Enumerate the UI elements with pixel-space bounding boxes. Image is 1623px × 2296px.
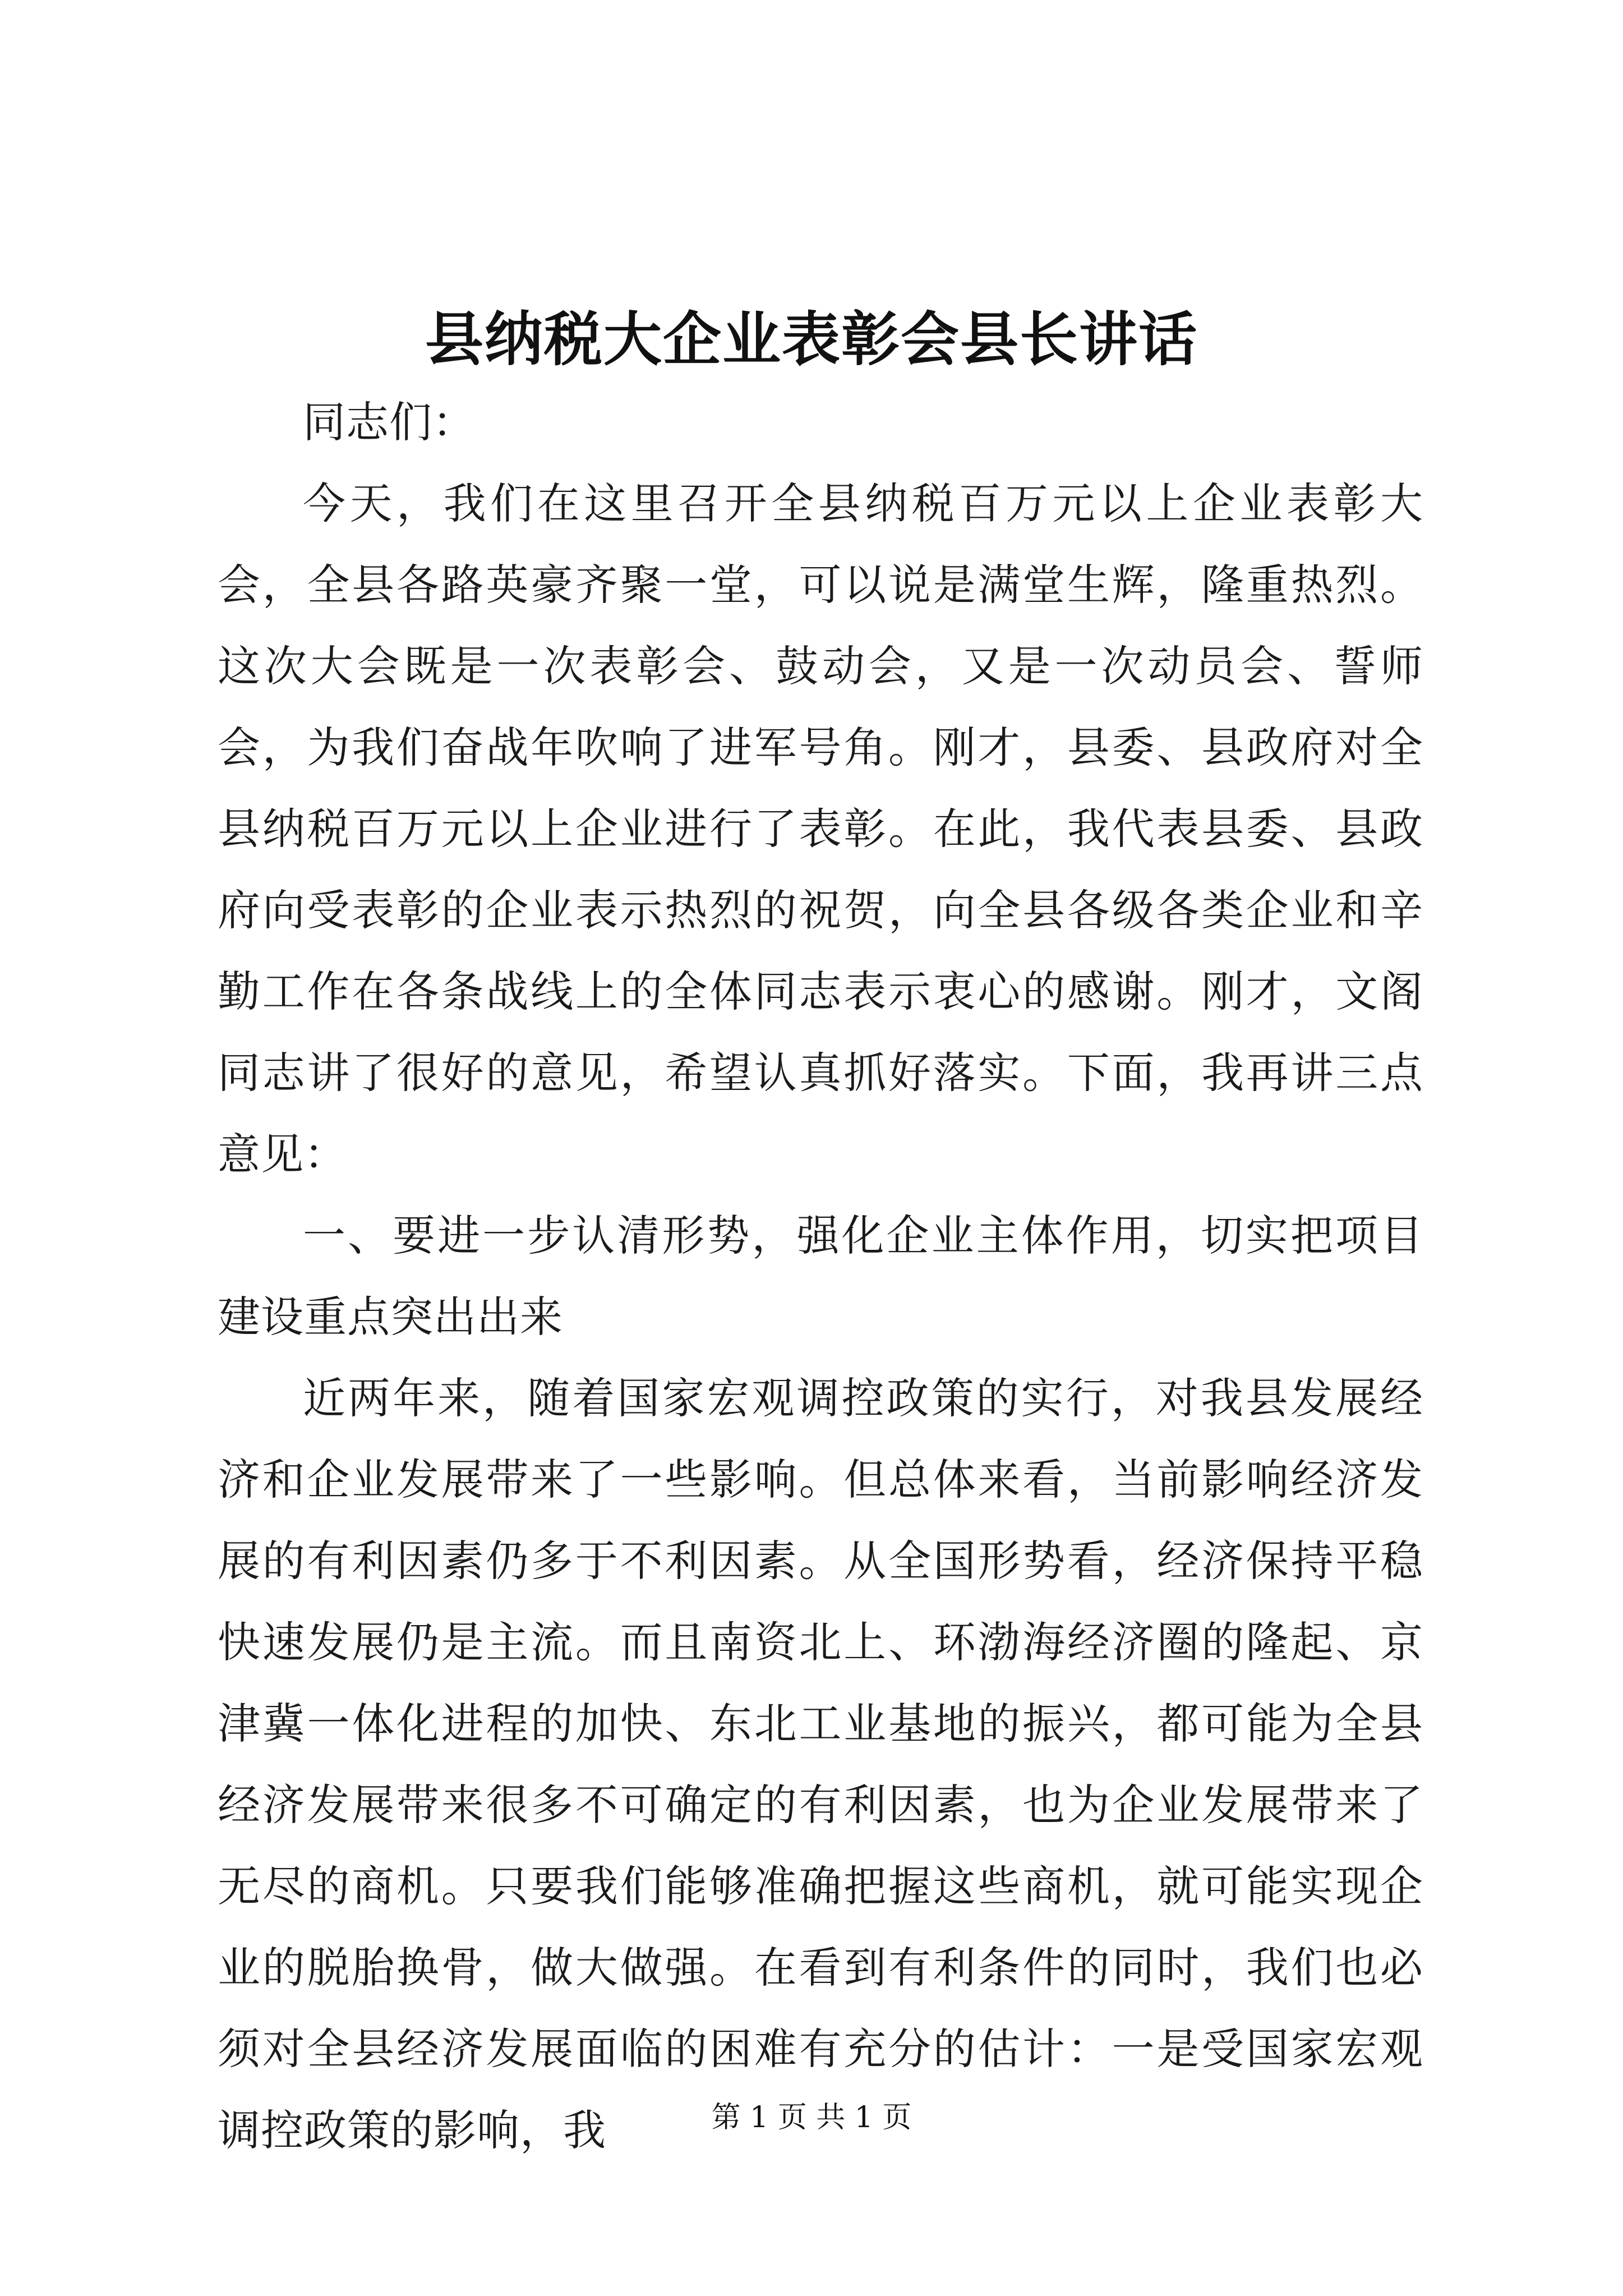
body-paragraph: 近两年来，随着国家宏观调控政策的实行，对我县发展经济和企业发展带来了一些影响。但总体来看，当前影响经济发展的有利因素仍多于不利因素。从全国形势看，经济保持平稳快速发展仍是主流。而且南资北上、环渤海经济圈的隆起、京津冀一体化进程的加快、东北工业基地的振兴，都可能为全县经济发展带来很多不可确定的有利因素，也为企业发展带来了无尽的商机。只要我们能够准确把握这些商机，就可能实现企业的脱胎换骨，做大做强。在看到有利条件的同时，我们也必须对全县经济发展面临的困难有充分的估计：一是受国家宏观调控政策的影响，我 bbox=[218, 1373, 1423, 2155]
document-title: 县纳税大企业表彰会县长讲话 bbox=[425, 305, 1198, 374]
section-heading-paragraph: 一、要进一步认清形势，强化企业主体作用，切实把项目建设重点突出出来 bbox=[218, 1211, 1423, 1342]
salutation-paragraph: 同志们： bbox=[303, 397, 476, 447]
page-footer: 第 1 页 共 1 页 bbox=[711, 2101, 912, 2134]
document-body bbox=[218, 381, 1423, 2171]
intro-paragraph: 今天，我们在这里召开全县纳税百万元以上企业表彰大会，全县各路英豪齐聚一堂，可以说是满堂生辉，隆重热烈。这次大会既是一次表彰会、鼓动会，又是一次动员会、誓师会，为我们奋战年吹响了进军号角。刚才，县委、县政府对全县纳税百万元以上企业进行了表彰。在此，我代表县委、县政府向受表彰的企业表示热烈的祝贺，向全县各级各类企业和辛勤工作在各条战线上的全体同志表示衷心的感谢。刚才，文阁同志讲了很好的意见，希望认真抓好落实。下面，我再讲三点意见： bbox=[218, 478, 1423, 1179]
